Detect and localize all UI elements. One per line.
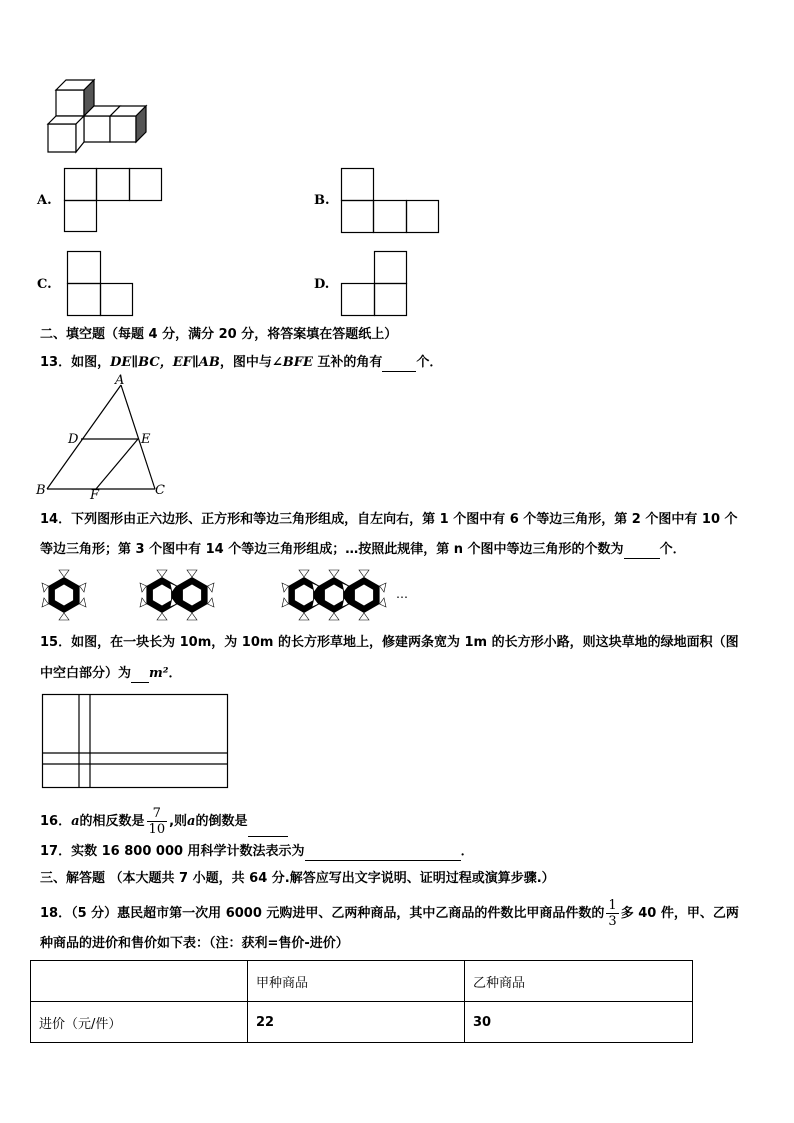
table-cell: 进价（元/件） [31,1002,248,1043]
option-d-figure [341,251,411,317]
question-15-line1: 15．如图，在一块长为 10m，为 10m 的长方形草地上，修建两条宽为 1m 的长方形小路，则这块草地的绿地面积（图 [40,635,739,650]
table-header-row [31,961,693,1002]
option-c-label: C. [37,277,52,292]
option-c-figure [67,251,137,317]
label-a: A [115,373,125,388]
price-table [30,960,693,1043]
option-b-label: B. [314,193,330,208]
q13-triangle-figure [30,372,180,502]
q15-lawn-figure [42,694,230,790]
option-d-label: D. [314,277,330,292]
label-d: D [68,432,79,447]
table-header-cell [31,961,248,1002]
label-b: B [36,483,46,498]
section3-heading: 三、解答题 （本大题共 7 小题，共 64 分.解答应写出文字说明、证明过程或演算步骤.） [40,871,555,886]
question-18-line2: 种商品的进价和售价如下表：（注：获利=售价-进价） [40,936,349,951]
pattern-ellipsis: … [396,587,408,601]
label-f: F [90,488,100,503]
label-e: E [141,432,151,447]
question-14-line2: 等边三角形；第 3 个图中有 14 个等边三角形组成；…按照此规律，第 n 个图中等边三角形的个数为 个． [40,542,686,557]
question-13: 13．如图，DE∥BC，EF∥AB，图中与∠BFE 互补的角有 个． [40,355,443,370]
section2-heading: 二、填空题（每题 4 分，满分 20 分，将答案填在答题纸上） [40,327,398,342]
question-14-line1: 14．下列图形由正六边形、正方形和等边三角形组成，自左向右，第 1 个图中有 6 个等边三角形，第 2 个图中有 10 个 [40,512,738,527]
question-18-line1: 18．（5 分）惠民超市第一次用 6000 元购进甲、乙两种商品，其中乙商品的件数比甲商品件数的 $\frac{1}{3}$ 多 40 件，甲、乙两 [40,898,739,929]
label-c: C [155,483,165,498]
table-header-cell: 乙种商品 [465,961,693,1002]
table-header-cell: 甲种商品 [248,961,465,1002]
option-a-label: A. [37,193,52,208]
table-row [31,1002,693,1043]
table-cell: 22 [248,1002,465,1043]
cube-3d-figure [40,78,150,158]
q14-hexagon-pattern-figure [40,570,420,620]
table-cell: 30 [465,1002,693,1043]
question-15-line2: 中空白部分）为 m²． [40,666,182,681]
option-b-figure [341,168,441,234]
question-17: 17．实数 16 800 000 用科学计数法表示为 ． [40,844,474,859]
option-a-figure [64,168,164,232]
question-16: 16．a的相反数是 $\frac{7}{10}$ ,则a的倒数是 [40,806,288,837]
